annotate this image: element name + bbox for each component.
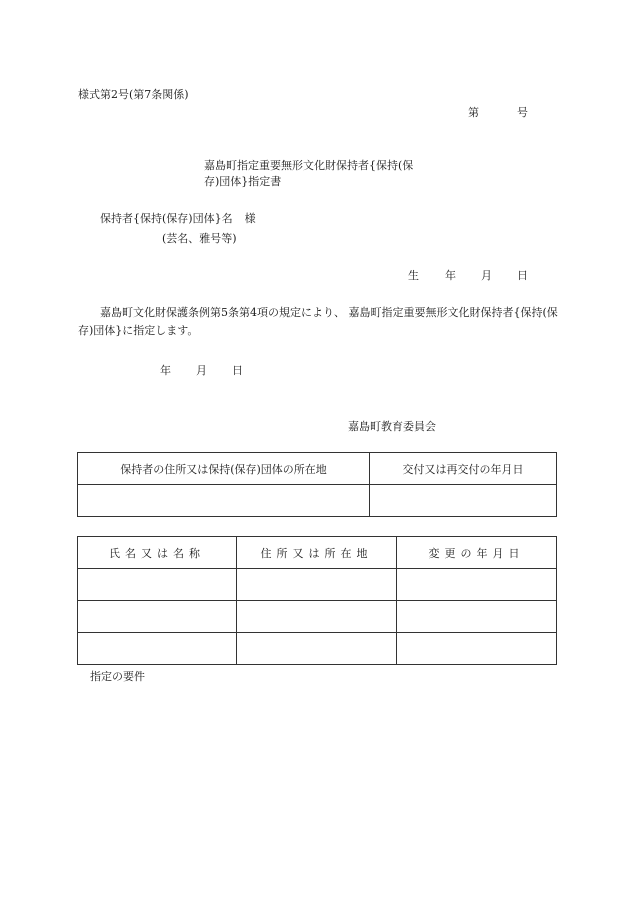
holder-honorific: 様 [244, 212, 256, 225]
holder-label: 保持者{保持(保存)団体}名 [100, 212, 233, 225]
table-row [78, 485, 557, 517]
document-title [204, 158, 454, 190]
serial-suffix: 号 [517, 106, 528, 119]
address-table-header [78, 453, 557, 485]
name-cell[interactable] [78, 633, 237, 665]
birth-date-line [408, 267, 528, 283]
title-line-2: 存)団体}指定書 [204, 175, 282, 188]
address-header: 保持者の住所又は保持(保存)団体の所在地 [78, 453, 370, 485]
change-history-table [77, 536, 557, 665]
birth-born: 生 [408, 269, 419, 282]
serial-number [468, 104, 528, 120]
issue-date-cell[interactable] [370, 485, 557, 517]
name-header: 氏名又は名称 [78, 537, 237, 569]
issue-date-header: 交付又は再交付の年月日 [370, 453, 557, 485]
serial-prefix: 第 [468, 106, 479, 119]
location-cell[interactable] [237, 633, 397, 665]
name-cell[interactable] [78, 601, 237, 633]
change-date-cell[interactable] [397, 601, 557, 633]
table-row [78, 601, 557, 633]
name-cell[interactable] [78, 569, 237, 601]
change-date-cell[interactable] [397, 569, 557, 601]
title-line-1: 嘉島町指定重要無形文化財保持者{保持(保 [204, 159, 414, 172]
change-table-header [78, 537, 557, 569]
table-row [78, 569, 557, 601]
table-row [78, 633, 557, 665]
issuer-name: 嘉島町教育委員会 [348, 420, 436, 433]
location-header: 住所又は所在地 [237, 537, 397, 569]
holder-name-line [100, 210, 256, 226]
designation-text: 嘉島町文化財保護条例第5条第4項の規定により、 嘉島町指定重要無形文化財保持者{保持(保存)団体}に指定します。 [78, 306, 558, 337]
change-date-cell[interactable] [397, 633, 557, 665]
issue-day: 日 [232, 364, 243, 377]
issue-year: 年 [160, 364, 171, 377]
issue-month: 月 [196, 364, 207, 377]
issue-date-line [160, 362, 243, 378]
address-cell[interactable] [78, 485, 370, 517]
location-cell[interactable] [237, 601, 397, 633]
address-table [77, 452, 557, 517]
alias-note: (芸名、雅号等) [162, 232, 237, 245]
form-number: 様式第2号(第7条関係) [78, 88, 189, 101]
location-cell[interactable] [237, 569, 397, 601]
birth-month: 月 [481, 269, 492, 282]
change-date-header: 変更の年月日 [397, 537, 557, 569]
birth-day: 日 [517, 269, 528, 282]
birth-year: 年 [445, 269, 456, 282]
requirements-label: 指定の要件 [90, 670, 145, 683]
